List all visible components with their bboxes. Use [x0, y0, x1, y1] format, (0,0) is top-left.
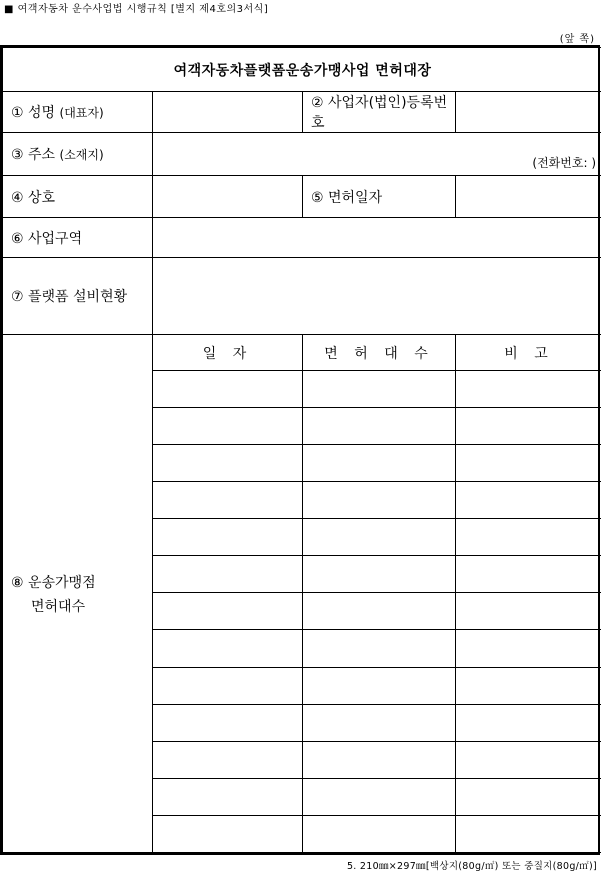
address-label: ③ 주소 (소재지) — [3, 133, 153, 176]
count-cell[interactable] — [303, 778, 456, 815]
count-cell[interactable] — [303, 445, 456, 482]
trade-name-field[interactable] — [153, 176, 303, 218]
count-cell[interactable] — [303, 371, 456, 408]
date-cell[interactable] — [153, 556, 303, 593]
remarks-cell[interactable] — [456, 482, 601, 519]
date-cell[interactable] — [153, 593, 303, 630]
count-cell[interactable] — [303, 704, 456, 741]
count-cell[interactable] — [303, 482, 456, 519]
count-cell[interactable] — [303, 593, 456, 630]
remarks-cell[interactable] — [456, 408, 601, 445]
form-title: 여객자동차플랫폼운송가맹사업 면허대장 — [3, 48, 601, 92]
date-cell[interactable] — [153, 741, 303, 778]
remarks-cell[interactable] — [456, 815, 601, 852]
count-cell[interactable] — [303, 556, 456, 593]
trade-name-label: ④ 상호 — [3, 176, 153, 218]
name-field[interactable] — [153, 92, 303, 133]
facilities-label: ⑦ 플랫폼 설비현황 — [3, 258, 153, 335]
phone-note: (전화번호: ) — [532, 154, 596, 171]
date-cell[interactable] — [153, 630, 303, 667]
remarks-cell[interactable] — [456, 704, 601, 741]
count-label: ⑧ 운송가맹점 면허대수 — [3, 335, 153, 853]
remarks-cell[interactable] — [456, 630, 601, 667]
page-side-label: (앞 쪽) — [560, 30, 595, 45]
facilities-field[interactable] — [153, 258, 601, 335]
remarks-cell[interactable] — [456, 778, 601, 815]
remarks-cell[interactable] — [456, 445, 601, 482]
header-remarks: 비 고 — [456, 335, 601, 371]
address-field[interactable] — [153, 133, 601, 176]
date-cell[interactable] — [153, 778, 303, 815]
remarks-cell[interactable] — [456, 741, 601, 778]
license-register-form — [0, 45, 600, 855]
reg-no-field[interactable] — [456, 92, 601, 133]
license-date-field[interactable] — [456, 176, 601, 218]
paper-spec-footer: 5. 210㎜×297㎜[백상지(80g/㎡) 또는 중질지(80g/㎡)] — [347, 858, 597, 872]
count-cell[interactable] — [303, 741, 456, 778]
date-cell[interactable] — [153, 815, 303, 852]
date-cell[interactable] — [153, 445, 303, 482]
header-count: 면 허 대 수 — [303, 335, 456, 371]
form-reference-note: ■ 여객자동차 운수사업법 시행규칙 [별지 제4호의3서식] — [4, 0, 268, 15]
date-cell[interactable] — [153, 408, 303, 445]
date-cell[interactable] — [153, 482, 303, 519]
remarks-cell[interactable] — [456, 593, 601, 630]
count-cell[interactable] — [303, 667, 456, 704]
area-label: ⑥ 사업구역 — [3, 218, 153, 258]
date-cell[interactable] — [153, 667, 303, 704]
area-field[interactable] — [153, 218, 601, 258]
remarks-cell[interactable] — [456, 667, 601, 704]
remarks-cell[interactable] — [456, 519, 601, 556]
license-date-label: ⑤ 면허일자 — [303, 176, 456, 218]
name-label: ① 성명 (대표자) — [3, 92, 153, 133]
date-cell[interactable] — [153, 371, 303, 408]
date-cell[interactable] — [153, 704, 303, 741]
remarks-cell[interactable] — [456, 556, 601, 593]
header-date: 일 자 — [153, 335, 303, 371]
reg-no-label: ② 사업자(법인)등록번호 — [303, 92, 456, 133]
count-cell[interactable] — [303, 630, 456, 667]
count-cell[interactable] — [303, 519, 456, 556]
date-cell[interactable] — [153, 519, 303, 556]
count-cell[interactable] — [303, 815, 456, 852]
remarks-cell[interactable] — [456, 371, 601, 408]
count-cell[interactable] — [303, 408, 456, 445]
